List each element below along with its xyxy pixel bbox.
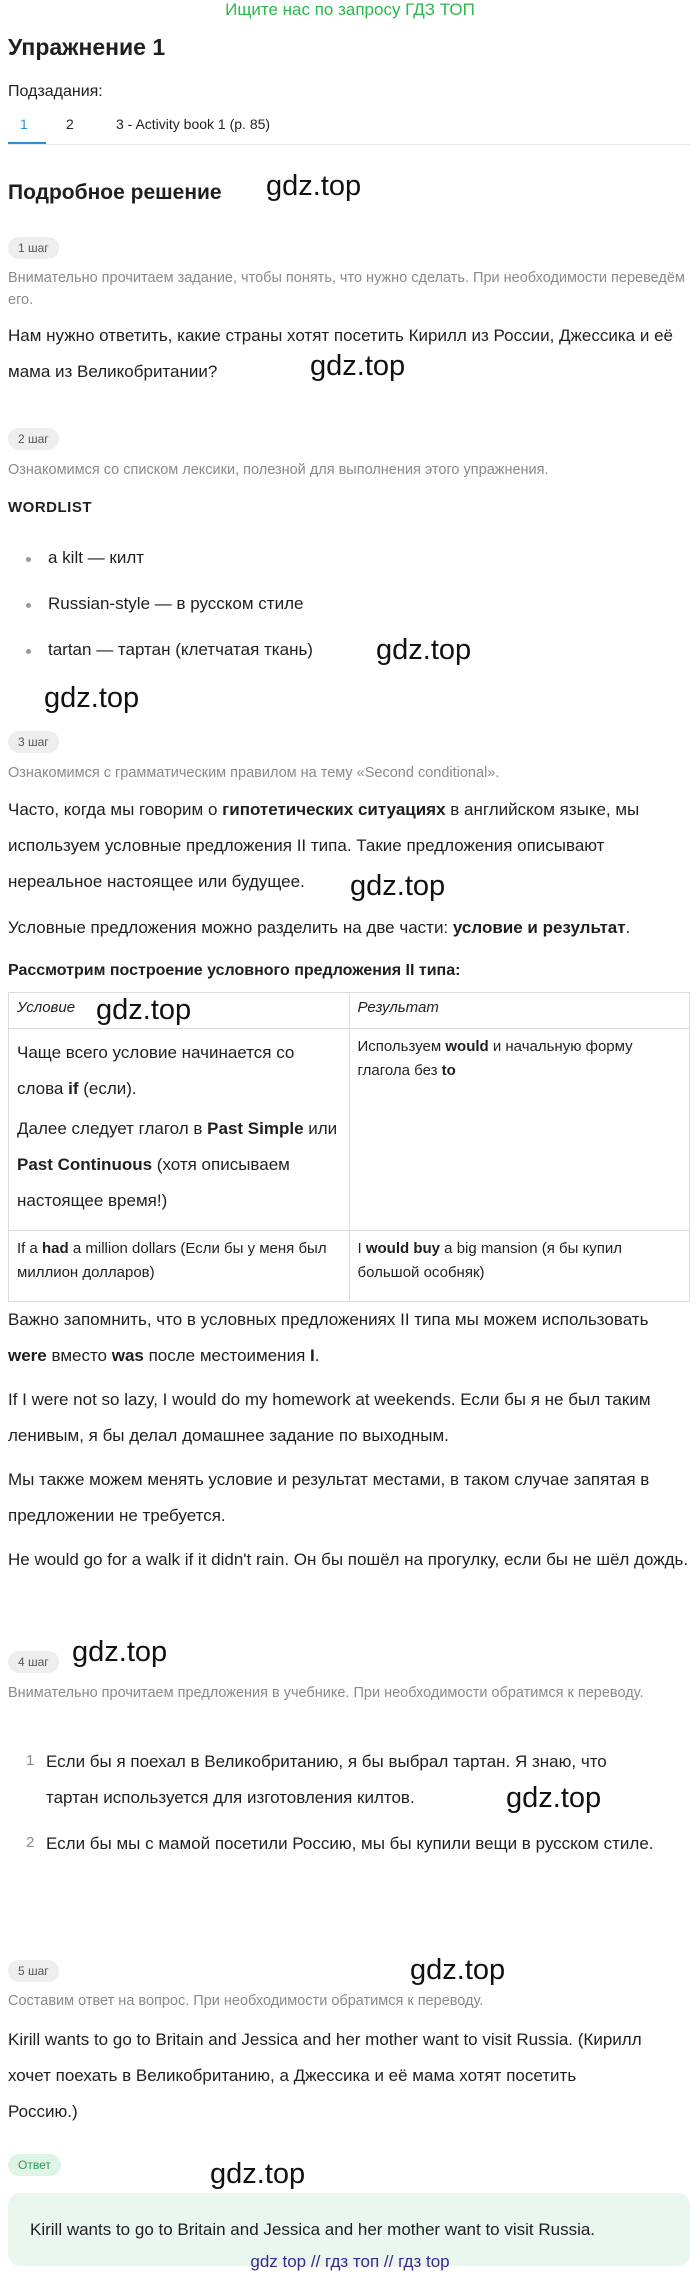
step-1-text: Нам нужно ответить, какие страны хотят посетить Кирилл из России, Джессика и её мама из Великобритании? — [8, 326, 673, 381]
list-item: Если бы я поехал в Великобританию, я бы выбрал тартан. Я знаю, что тартан используется для изготовления килтов. — [46, 1752, 607, 1807]
step-1-badge: 1 шаг — [8, 237, 59, 259]
step-5-text: Kirill wants to go to Britain and Jessica and her mother want to visit Russia. (Кирилл хочет поехать в Великобританию, а Джессика и её мама хотят посетить Россию.) — [8, 2030, 642, 2121]
footer-link-gdz-top[interactable]: gdz top — [250, 2252, 307, 2271]
tab-subtask-3[interactable]: 3 - Activity book 1 (p. 85) — [116, 116, 271, 132]
list-item-number: 2 — [26, 1834, 35, 1851]
watermark: gdz.top — [266, 170, 362, 202]
bullet — [26, 649, 31, 654]
step-4-badge: 4 шаг — [8, 1651, 59, 1673]
step-2-badge: 2 шаг — [8, 428, 59, 450]
step-3-badge: 3 шаг — [8, 731, 59, 753]
bullet — [26, 603, 31, 608]
watermark: gdz.top — [376, 634, 472, 666]
step-4-note: Внимательно прочитаем предложения в учебнике. При необходимости обратимся к переводу. — [8, 1685, 644, 1701]
step-5-note: Составим ответ на вопрос. При необходимости обратимся к переводу. — [8, 1993, 484, 2009]
footer-link-gdz-top-ru[interactable]: гдз топ — [325, 2252, 380, 2271]
rule-title: Рассмотрим построение условного предложения II типа: — [8, 962, 461, 979]
table-cell-condition-example: If a had a million dollars (Если бы у меня был миллион долларов) — [9, 1231, 350, 1302]
list-item-number: 1 — [26, 1752, 35, 1769]
step-3-paragraph-5: Мы также можем менять условие и результат местами, в таком случае запятая в предложении не требуется. — [8, 1470, 650, 1525]
footer-separator: // — [310, 2252, 321, 2271]
top-promo-banner[interactable]: Ищите нас по запросу ГДЗ ТОП — [225, 0, 475, 19]
page-title: Упражнение 1 — [8, 34, 166, 60]
step-3-paragraph-2: Условные предложения можно разделить на две части: условие и результат. — [8, 918, 631, 937]
table-cell-result-rule: Используем would и начальную форму глагола без to — [349, 1029, 690, 1231]
word-item: tartan — тартан (клетчатая ткань) — [48, 640, 313, 659]
subtasks-label: Подзадания: — [8, 83, 103, 100]
step-3-paragraph-3: Важно запомнить, что в условных предложениях II типа мы можем использовать were вместо was после местоимения I. — [8, 1310, 649, 1365]
watermark: gdz.top — [44, 682, 140, 714]
bullet — [26, 557, 31, 562]
watermark: gdz.top — [350, 870, 446, 902]
solution-heading: Подробное решение — [8, 181, 222, 204]
grammar-table — [8, 992, 690, 1302]
tab-subtask-2[interactable]: 2 — [66, 116, 74, 132]
list-item: Если бы мы с мамой посетили Россию, мы бы купили вещи в русском стиле. — [46, 1834, 654, 1853]
watermark: gdz.top — [210, 2158, 306, 2190]
step-3-paragraph-1: Часто, когда мы говорим о гипотетических ситуациях в английском языке, мы используем условные предложения II типа. Такие предложения описывают нереальное настоящее или будущее. — [8, 800, 640, 891]
step-3-note: Ознакомимся с грамматическим правилом на тему «Second conditional». — [8, 765, 500, 781]
wordlist-title: WORDLIST — [8, 499, 92, 516]
watermark: gdz.top — [72, 1636, 168, 1668]
answer-text: Kirill wants to go to Britain and Jessica and her mother want to visit Russia. — [30, 2220, 596, 2239]
step-5-badge: 5 шаг — [8, 1960, 59, 1982]
word-item: Russian-style — в русском стиле — [48, 594, 304, 613]
table-cell-result-example: I would buy a big mansion (я бы купил большой особняк) — [349, 1231, 690, 1302]
step-1-note: Внимательно прочитаем задание, чтобы понять, что нужно сделать. При необходимости переведём его. — [8, 270, 685, 308]
tabs-divider — [8, 144, 690, 145]
watermark: gdz.top — [96, 994, 192, 1026]
table-cell-condition-rule: Чаще всего условие начинается со слова if (если). Далее следует глагол в Past Simple или Past Continuous (хотя описываем настоящее время!) — [9, 1029, 350, 1231]
step-3-paragraph-6: He would go for a walk if it didn't rain. Он бы пошёл на прогулку, если бы не шёл дождь. — [8, 1550, 689, 1569]
step-3-paragraph-4: If I were not so lazy, I would do my homework at weekends. Если бы я не был таким ленивым, я бы делал домашнее задание по выходным. — [8, 1390, 651, 1445]
watermark: gdz.top — [310, 350, 406, 382]
table-header-condition: Условие — [9, 993, 350, 1029]
active-tab-indicator — [8, 142, 46, 144]
watermark: gdz.top — [506, 1782, 602, 1814]
footer-separator: // — [383, 2252, 394, 2271]
tab-subtask-1[interactable]: 1 — [20, 116, 28, 132]
word-item: a kilt — килт — [48, 548, 145, 567]
footer-link-gdz-top-mixed[interactable]: гдз top — [398, 2252, 450, 2271]
table-header-result: Результат — [349, 993, 690, 1029]
watermark: gdz.top — [410, 1954, 506, 1986]
step-2-note: Ознакомимся со списком лексики, полезной для выполнения этого упражнения. — [8, 462, 549, 478]
answer-badge: Ответ — [8, 2154, 61, 2176]
footer-links — [0, 2252, 700, 2272]
